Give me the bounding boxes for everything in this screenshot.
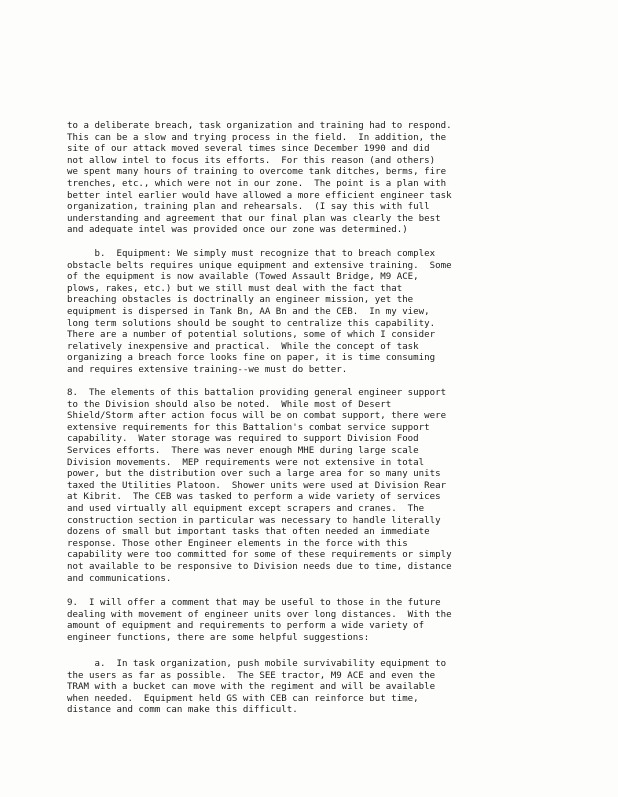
- text-line: Shield/Storm after action focus will be on combat support, there were: [67, 411, 447, 422]
- text-line: to the Division should also be noted. While most of Desert: [67, 399, 392, 410]
- text-line: relatively inexpensive and practical. While the concept of task: [67, 341, 419, 352]
- text-line: capability were too committed for some of these requirements or simply: [67, 550, 452, 561]
- paragraph-equipment: [67, 249, 618, 377]
- paragraph-9: [67, 598, 618, 644]
- text-line: Division movements. MEP requirements were not extensive in total: [67, 457, 425, 468]
- text-line: obstacle belts requires unique equipment and extensive training. Some: [67, 260, 452, 271]
- text-line: of the equipment is now available (Towed Assault Bridge, M9 ACE,: [67, 272, 419, 283]
- text-line: response. Those other Engineer elements in the force with this: [67, 538, 408, 549]
- text-line: organizing a breach force looks fine on paper, it is time consuming: [67, 353, 436, 364]
- text-line: and adequate intel was provided once our zone was determined.): [67, 225, 408, 236]
- text-line: There are a number of potential solutions, some of which I consider: [67, 330, 436, 341]
- text-line: plows, rakes, etc.) but we still must deal with the fact that: [67, 283, 403, 294]
- text-line: TRAM with a bucket can move with the regiment and will be available: [67, 682, 436, 693]
- text-line: dealing with movement of engineer units over long distances. With the: [67, 609, 452, 620]
- text-line: when needed. Equipment held GS with CEB can reinforce but time,: [67, 693, 419, 704]
- text-line: long term solutions should be sought to centralize this capability.: [67, 318, 436, 329]
- text-line: not allow intel to focus its efforts. For this reason (and others): [67, 155, 436, 166]
- text-line: capability. Water storage was required to support Division Food: [67, 434, 419, 445]
- text-line: construction section in particular was necessary to handle literally: [67, 515, 441, 526]
- text-line: engineer functions, there are some helpful suggestions:: [67, 632, 370, 643]
- text-line: better intel earlier would have allowed a more efficient engineer task: [67, 190, 452, 201]
- text-line: we spent many hours of training to overcome tank ditches, berms, fire: [67, 167, 447, 178]
- text-line: extensive requirements for this Battalion's combat service support: [67, 422, 430, 433]
- text-line: to a deliberate breach, task organization and training had to respond.: [67, 121, 452, 131]
- text-line: amount of equipment and requirements to perform a wide variety of: [67, 621, 425, 632]
- text-line: a. In task organization, push mobile survivability equipment to: [67, 659, 447, 669]
- text-line: at Kibrit. The CEB was tasked to perform a wide variety of services: [67, 492, 441, 503]
- paragraph-8: [67, 388, 618, 585]
- text-line: distance and comm can make this difficult.: [67, 705, 298, 716]
- text-line: power, but the distribution over such a large area for so many units: [67, 469, 441, 480]
- text-line: organization, training plan and rehearsals. (I say this with full: [67, 202, 430, 213]
- text-line: This can be a slow and trying process in the field. In addition, the: [67, 132, 447, 143]
- paragraph-9a: [67, 659, 618, 717]
- text-line: breaching obstacles is doctrinally an engineer mission, yet the: [67, 295, 414, 306]
- text-line: b. Equipment: We simply must recognize that to breach complex: [67, 249, 436, 259]
- text-line: site of our attack moved several times since December 1990 and did: [67, 144, 430, 155]
- text-line: and requires extensive training--we must do better.: [67, 364, 348, 375]
- text-line: Services efforts. There was never enough MHE during large scale: [67, 445, 419, 456]
- paragraph-intel: [67, 121, 618, 237]
- text-line: 8. The elements of this battalion providing general engineer support: [67, 388, 447, 398]
- text-line: understanding and agreement that our final plan was clearly the best: [67, 213, 441, 224]
- text-line: trenches, etc., which were not in our zone. The point is a plan with: [67, 178, 447, 189]
- text-line: taxed the Utilities Platoon. Shower units were used at Division Rear: [67, 480, 447, 491]
- text-line: equipment is dispersed in Tank Bn, AA Bn and the CEB. In my view,: [67, 306, 430, 317]
- text-line: dozens of small but important tasks that often needed an immediate: [67, 527, 430, 538]
- text-line: 9. I will offer a comment that may be useful to those in the future: [67, 598, 441, 608]
- text-line: the users as far as possible. The SEE tractor, M9 ACE and even the: [67, 670, 436, 681]
- text-line: and used virtually all equipment except scrapers and cranes. The: [67, 503, 425, 514]
- text-line: not available to be responsive to Division needs due to time, distance: [67, 561, 452, 572]
- text-line: and communications.: [67, 573, 172, 584]
